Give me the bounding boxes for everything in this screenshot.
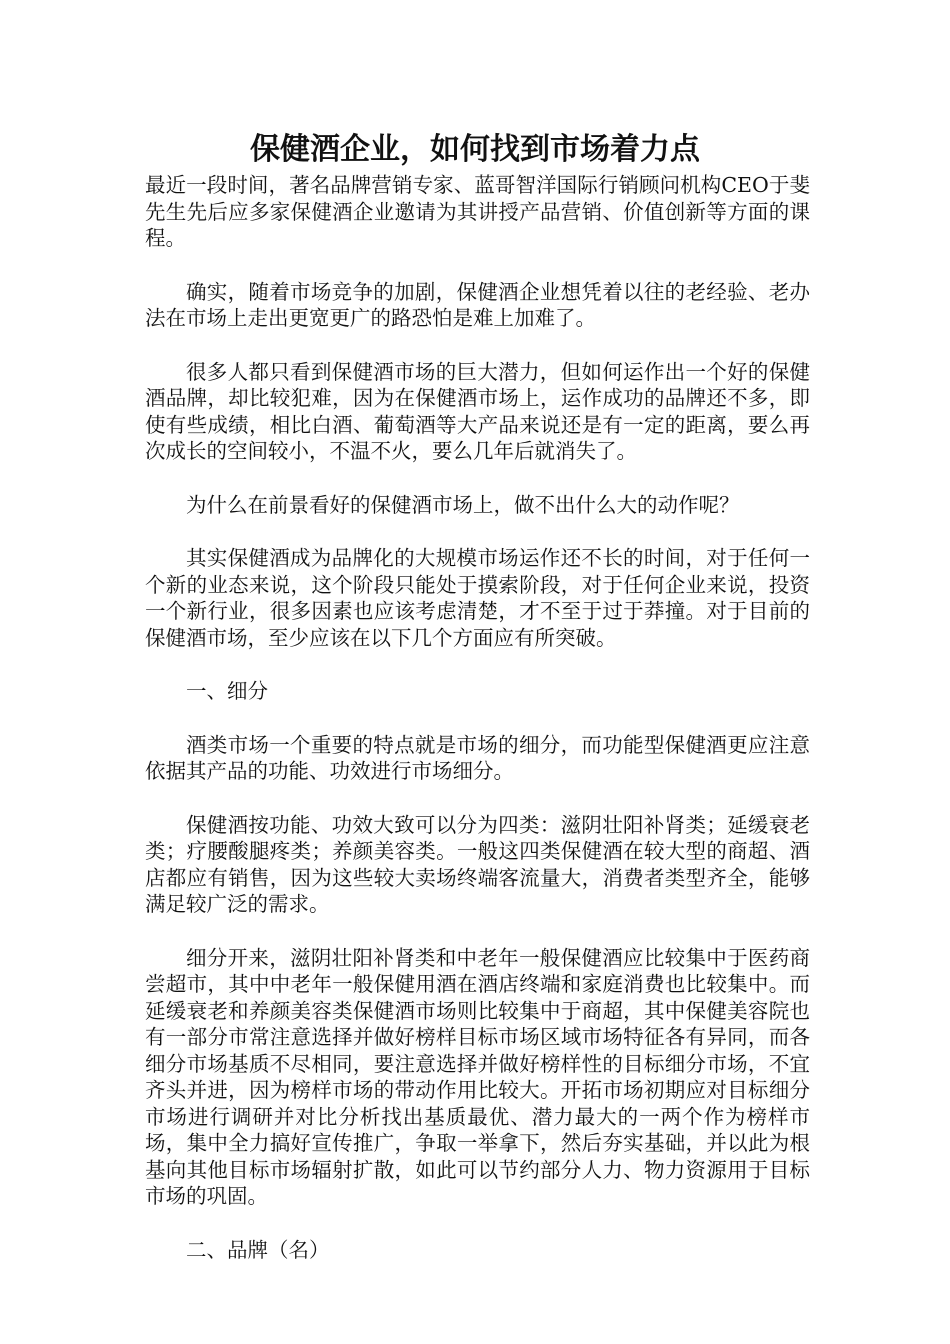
section-heading-brand: 二、品牌（名） [186,1237,330,1262]
paragraph-intro: 最近一段时间，著名品牌营销专家、蓝哥智洋国际行销顾问机构CEO于斐先生先后应多家保健酒企业邀请为其讲授产品营销、价值创新等方面的课程。 [145,173,810,250]
paragraph: 酒类市场一个重要的特点就是市场的细分，而功能型保健酒更应注意依据其产品的功能、功效进行市场细分。 [145,732,810,783]
document-body [145,172,810,1290]
paragraph: 很多人都只看到保健酒市场的巨大潜力，但如何运作出一个好的保健酒品牌，却比较犯难，因为在保健酒市场上，运作成功的品牌还不多，即使有些成绩，相比白酒、葡萄酒等大产品来说还是有一定的距离，要么再次成长的空间较小，不温不火，要么几年后就消失了。 [145,359,810,463]
paragraph: 确实，随着市场竞争的加剧，保健酒企业想凭着以往的老经验、老办法在市场上走出更宽更广的路恐怕是难上加难了。 [145,279,810,330]
paragraph: 其实保健酒成为品牌化的大规模市场运作还不长的时间，对于任何一个新的业态来说，这个阶段只能处于摸索阶段，对于任何企业来说，投资一个新行业，很多因素也应该考虑清楚，才不至于过于莽撞。对于目前的保健酒市场，至少应该在以下几个方面应有所突破。 [145,546,810,650]
section-heading-segmentation: 一、细分 [186,679,268,703]
paragraph: 为什么在前景看好的保健酒市场上，做不出什么大的动作呢？ [186,492,740,517]
document-title: 保健酒企业，如何找到市场着力点 [250,132,700,167]
paragraph: 保健酒按功能、功效大致可以分为四类：滋阴壮阳补肾类；延缓衰老类；疗腰酸腿疼类；养颜美容类。一般这四类保健酒在较大型的商超、酒店都应有销售，因为这些较大卖场终端客流量大，消费者类型齐全，能够满足较广泛的需求。 [145,812,810,916]
paragraph: 细分开来，滋阴壮阳补肾类和中老年一般保健酒应比较集中于医药商尝超市，其中中老年一般保健用酒在酒店终端和家庭消费也比较集中。而延缓衰老和养颜美容类保健酒市场则比较集中于商超，其中保健美容院也有一部分市常注意选择并做好榜样目标市场区域市场特征各有异同，而各细分市场基质不尽相同，要注意选择并做好榜样性的目标细分市场，不宜齐头并进，因为榜样市场的带动作用比较大。开拓市场初期应对目标细分市场进行调研并对比分析找出基质最优、潜力最大的一两个作为榜样市场，集中全力搞好宣传推广，争取一举拿下，然后夯实基础，并以此为根基向其他目标市场辐射扩散，如此可以节约部分人力、物力资源用于目标市场的巩固。 [145,945,810,1208]
